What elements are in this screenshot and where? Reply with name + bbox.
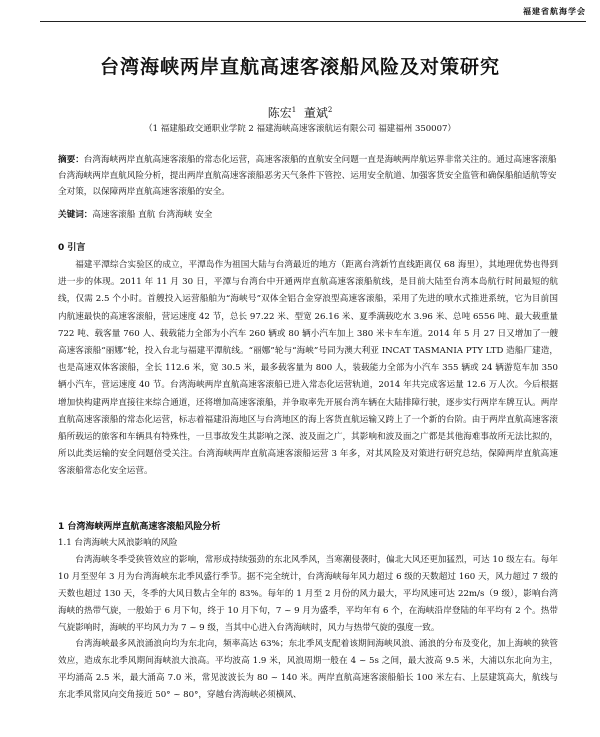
section-heading-intro: 0 引言 [58, 243, 86, 253]
author-2: 董斌 [303, 106, 328, 120]
abstract-text: 台湾海峡两岸直航高速客滚船的常态化运营，高速客滚船的直航安全问题一直是海峡两岸航运界非常关注的。通过高速客滚船台湾海峡两岸直航风险分析，提出两岸直航高速客滚船恶劣天气条件下管控、运用安全航道、加强客货安全监管和确保船舶适航等安全对策，以保障两岸直航高速客滚船的安全。 [58, 155, 557, 197]
keywords [58, 208, 558, 220]
subsection-heading-1-1: 1.1 台湾海峡大风浪影响的风险 [58, 538, 178, 548]
author-1-sup: 1 [291, 106, 297, 114]
paragraph-wind: 台湾海峡冬季受狭管效应的影响，常形成持续强劲的东北风季风，当寒潮侵袭时，偏北大风还更加猛烈，可达 10 级左右。每年 10 月至翌年 3 月为台湾海峡东北季风盛行季节。据不完全统计，台湾海峡每年风力超过 6 级的天数超过 160 天，风力超过 7 级的天数也超过 130 天，冬季的大风日数占全年的 83%。每年的 1 月至 2 月份的风力最大，平均风速可达 22m/s（9 级），影响台湾海峡的热带气旋，一般始于 6 月下旬，终于 10 月下旬，7 ~ 9 月为盛季，平均年有 6 个，在海峡沿岸登陆的年平均有 2 个。热带气旋影响时，海峡的平均风力为 7 ~ 9 级，当其中心进入台湾海峡时，风力与热带气旋的强度一致。 [58, 555, 558, 633]
keywords-text: 高速客滚船 直航 台湾海峡 安全 [92, 210, 213, 220]
paragraph-waves: 台湾海峡最多风浪涌浪向均为东北向，频率高达 63%；东北季风支配着该期间海峡风浪、涌浪的分布及变化，加上海峡的狭管效应，造成东北季风期间海峡浪大浪高。平均波高 1.9 米，风浪周期一般在 4 ~ 5s 之间，最大波高 9.5 米，大浦以东北向为主，平均涌高 2.5 米，最大涌高 7.0 米，常见波波长为 80 ~ 140 米。两岸直航高速客滚船船长 100 米左右、上层建筑高大，航线与东北季风常风向交角接近 50° ~ 80°，穿越台湾海峡必须横风、 [58, 639, 558, 700]
authors [0, 104, 600, 121]
abstract-label: 摘要： [58, 155, 84, 165]
affiliation: （1 福建船政交通职业学院 2 福建海峡高速客滚航运有限公司 福建福州 350007） [144, 124, 456, 134]
intro-paragraph: 福建平潭综合实验区的成立，平潭岛作为祖国大陆与台湾最近的地方（距离台湾新竹直线距离仅 68 海里），其地理优势也得到进一步的体现。2011 年 11 月 30 日，平潭与台湾台中开通两岸直航高速客滚船航线，是目前大陆至台湾本岛航行时间最短的航线，仅需 2.5 个小时。首艘投入运营船舶为“海峡号”双体全铝合金穿浪型高速客滚船，采用了先进的喷水式推进系统，它为目前国内航速最快的高速客滚船，营运速度 42 节，总长 97.22 米、型宽 26.16 米、夏季满载吃水 3.96 米、总吨 6556 吨、最大载重量 722 吨、载客量 760 人、载载能力全部为小汽车 260 辆或 80 辆小汽车加上 380 米卡车车道。2014 年 5 月 27 日又增加了一艘高速客滚船“丽娜”轮，投入台北与福建平潭航线。“丽娜”轮与“海峡”号同为澳大利亚 INCAT TASMANIA PTY LTD 造船厂建造，也是高速双体客滚船，全长 112.6 米，宽 30.5 米，最多载客量为 800 人，装载能力全部为小汽车 355 辆或 24 辆游览车加 350 辆小汽车，营运速度 40 节。台湾海峡两岸直航高速客滚船已进入常态化运营轨道，2014 年共完成客运量 12.6 万人次。今后根据增加快构建两岸直接往来综合通道，还将增加高速客滚船，并争取率先开展台湾车辆在大陆排障行驶，逐步实行两岸车牌互认。两岸直航高速客滚船的常态化运营，标志着福建沿海地区与台湾地区的海上客货直航运输又跨上了一个新的台阶。由于两岸直航高速客滚船所载运的旅客和车辆具有特殊性，一旦事故发生其影响之深、波及面之广，其影响和波及面之广都是其他海难事故所无法比拟的，所以此类运输的安全问题倍受关注。台湾海峡两岸直航高速客滚船运营 3 年多，对其风险及对策进行研究总结，保障两岸直航高速客滚船常态化安全运营。 [58, 260, 558, 477]
journal-name: 福建省航海学会 [523, 7, 586, 16]
author-1: 陈宏 [267, 106, 292, 120]
section-heading-1: 1 台湾海峡两岸直航高速客滚船风险分析 [58, 522, 221, 532]
paper-title: 台湾海峡两岸直航高速客滚船风险及对策研究 [99, 56, 500, 78]
abstract [58, 152, 558, 200]
keywords-label: 关键词： [58, 210, 93, 220]
header-rule [40, 21, 586, 22]
author-2-sup: 2 [327, 106, 333, 114]
